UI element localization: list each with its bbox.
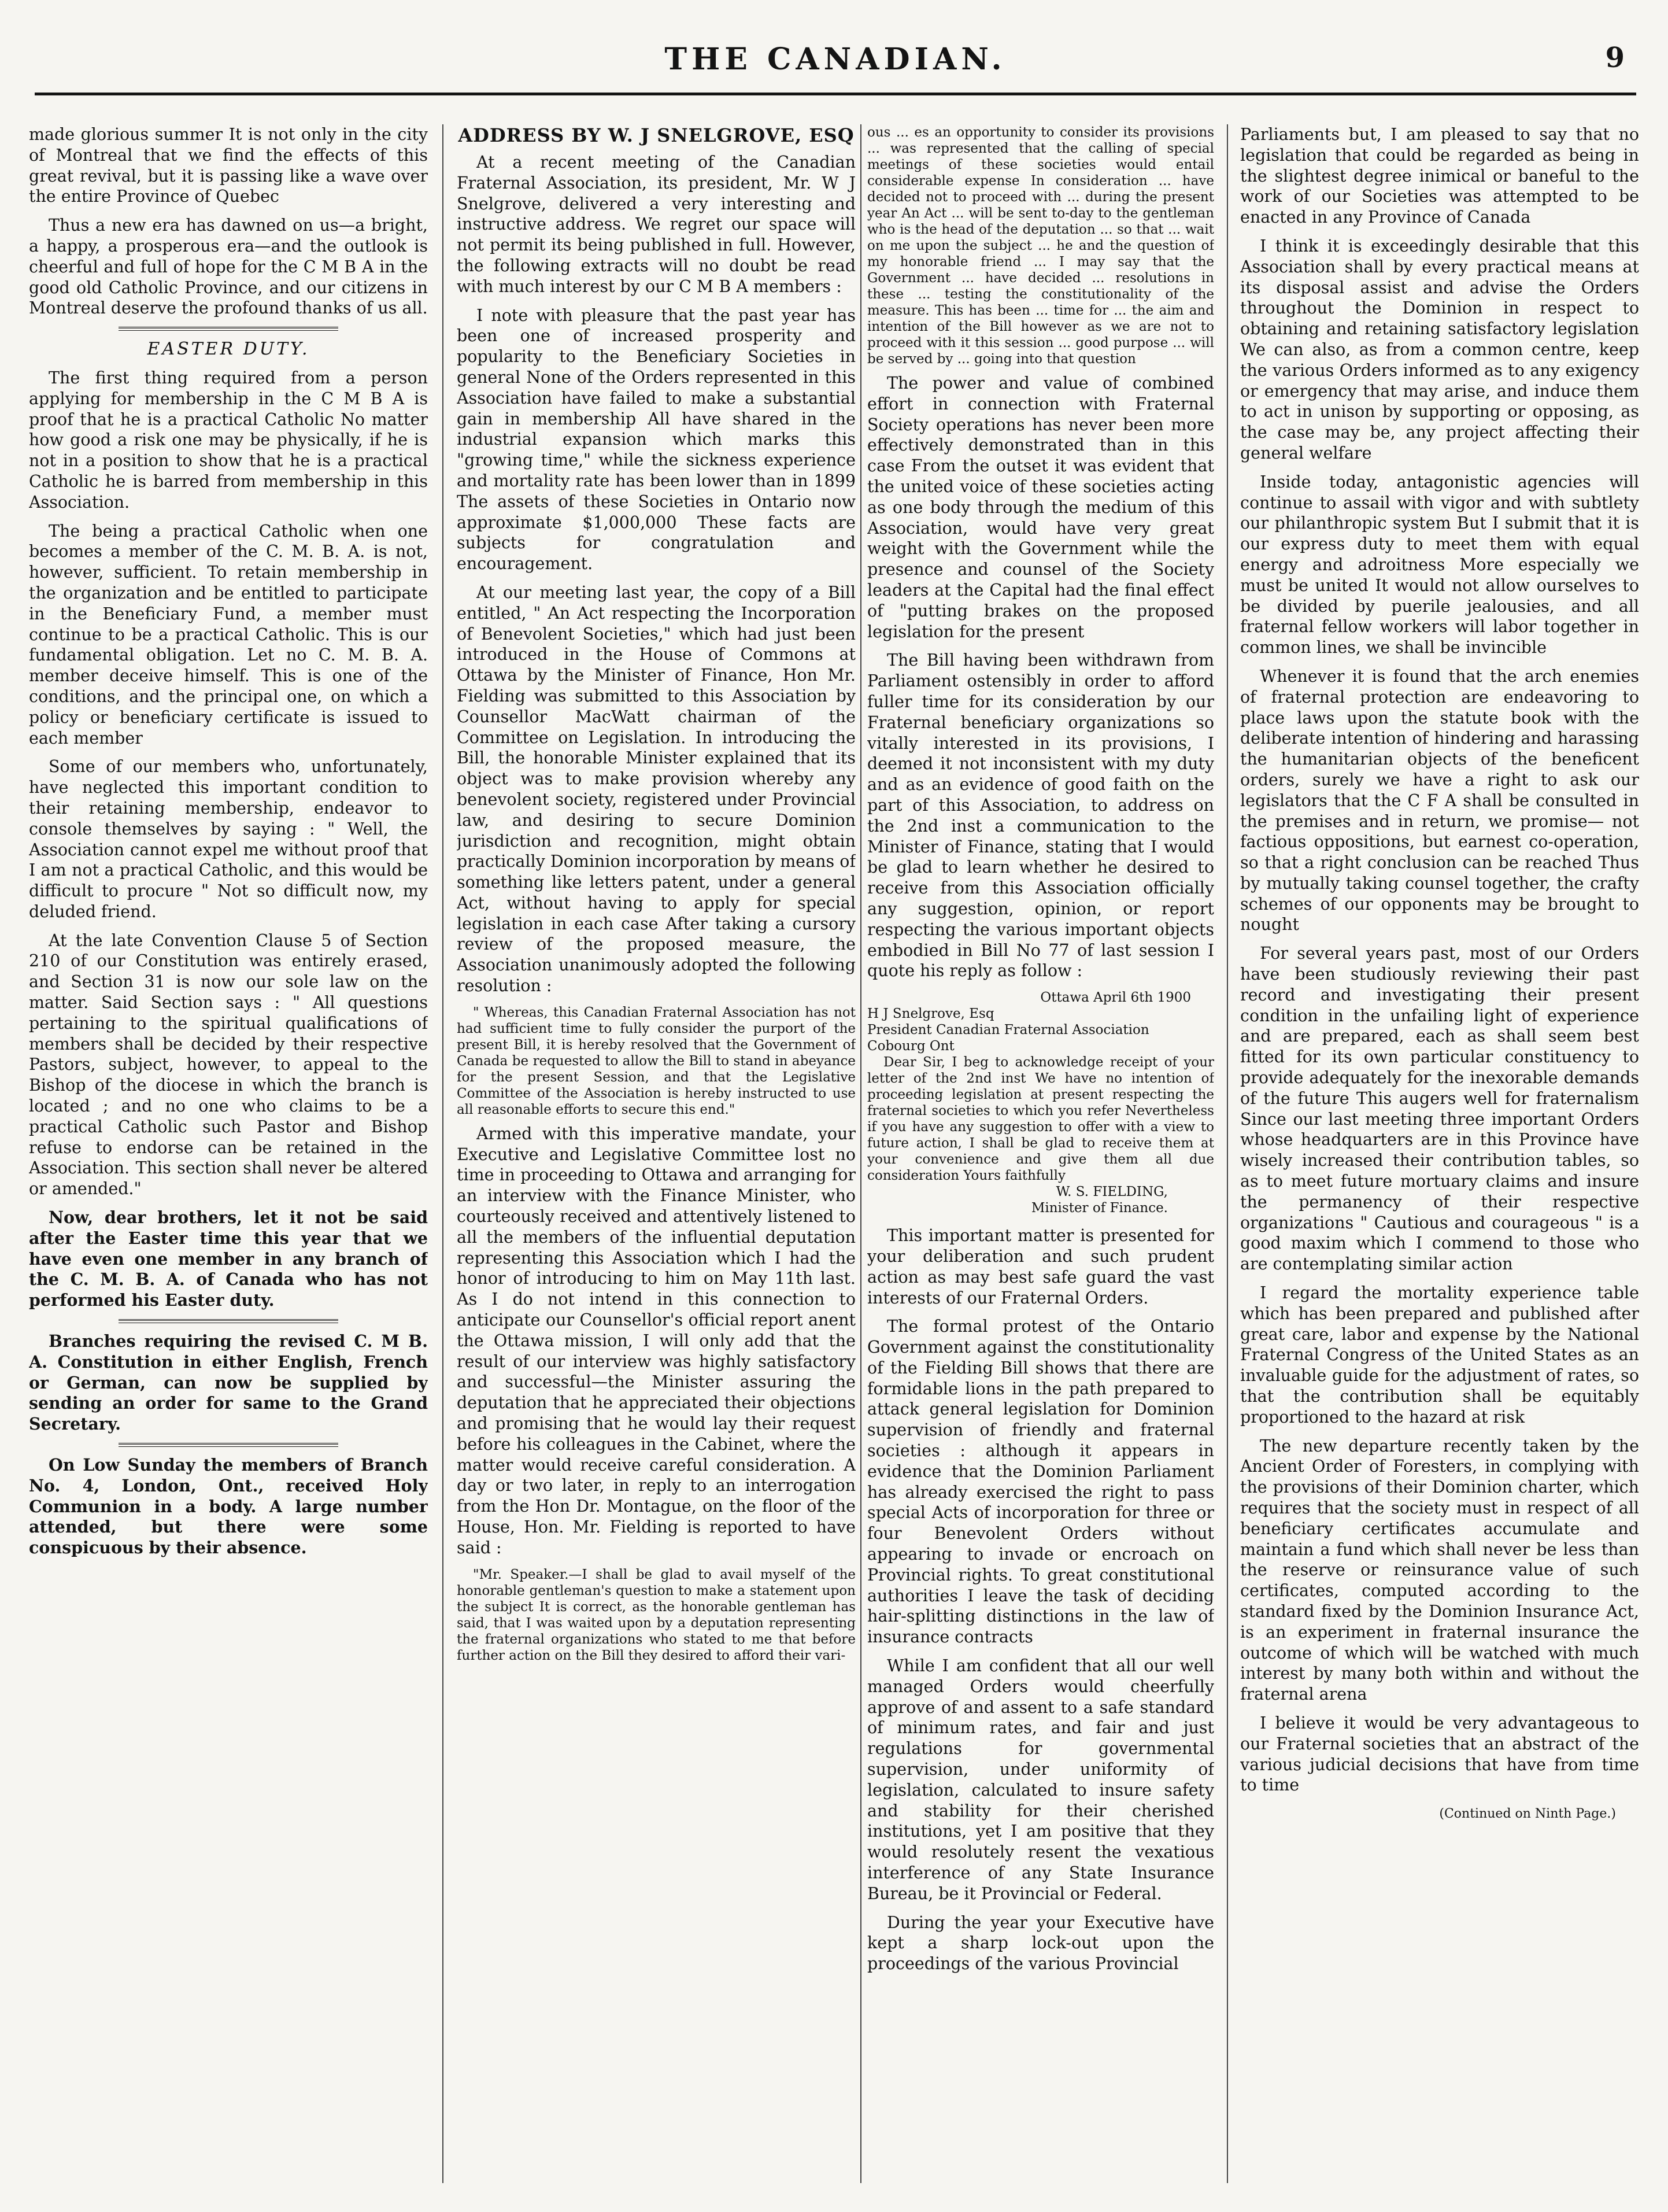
quote-text: ous ... es an opportunity to consider its provisions ... was represented that the calling of special meetings of these societies would entail considerable expense In consideration ... have decided not to proceed with ... during the present year An Act ... will be sent to-day to the gentleman who is the head of the deputation ... so that ... wait on me upon the subject ... he and the question of my honorable friend ... I may say that the Government ... have decided ... resolutions in these ... testing the constitutionality of the measure. This has been ... time for ... the aim and intention of the Bill however as we are not to proceed with it this session ... good purpose ... will be served by ... going into that question bbox=[867, 125, 1214, 367]
paragraph: While I am confident that all our well managed Orders would cheerfully approve of and assent to a safe standard of minimum rates, and fair and just regulations for governmental supervision, under uniformity of legislation, calculated to insure safety and stability for their cherished institutions, yet I am positive that they would resolutely resent the vexatious interference of any State Insurance Bureau, be it Provincial or Federal. bbox=[867, 1656, 1214, 1903]
page-number: 9 bbox=[1605, 42, 1625, 74]
paragraph: Now, dear brothers, let it not be said after the Easter time this year that we have even one member in any branch of the C. M. B. A. of Canada who has not performed his Easter duty. bbox=[29, 1207, 428, 1310]
letter-signature: W. S. FIELDING, Minister of Finance. bbox=[1031, 1184, 1168, 1216]
paragraph: Inside today, antagonistic agencies will continue to assail with vigor and with subtlety our philanthropic system But I submit that it is our express duty to meet them with equal energy and adroitness More especially we must be united It would not allow ourselves to be divided by puerile jealousies, and all fraternal fellow workers will labor together in common lines, we shall be invincible bbox=[1240, 472, 1639, 658]
letter-block bbox=[867, 989, 1214, 1216]
column-2 bbox=[457, 124, 856, 2183]
paragraph: The power and value of combined effort in connection with Fraternal Society operations has never been more effectively demonstrated than in this case From the outset it was evident that the united voice of these societies acting as one body through the medium of this Association, would have very great weight with the Government while the presence and counsel of the Society leaders at the Capital had the final effect of "putting brakes on the proposed legislation for the present bbox=[867, 374, 1214, 641]
quote-continuation bbox=[867, 124, 1214, 367]
resolution-text: " Whereas, this Canadian Fraternal Association has not had sufficient time to fully consider the purport of the present Bill, it is hereby resolved that the Government of Canada be requested to allow the Bill to stand in abeyance for the present Session, and that the Legislative Committee of the Association is hereby instructed to use all reasonable efforts to secure this end." bbox=[457, 1005, 856, 1117]
newspaper-title: THE CANADIAN. bbox=[664, 42, 1007, 77]
paragraph: The formal protest of the Ontario Government against the constitutionality of the Fielding Bill shows that there are formidable lions in the path prepared to attack general legislation for Dominion supervision of friendly and fraternal societies : although it appears in evidence that the Dominion Parliament has already exercised the right to pass special Acts of incorporation for three or four Benevolent Orders without appearing to invade or encroach on Provincial rights. To great constitutional authorities I leave the task of deciding hair-splitting distinctions in the law of insurance contracts bbox=[867, 1317, 1214, 1647]
masthead bbox=[35, 35, 1636, 98]
quote-block bbox=[457, 1567, 856, 1664]
section-separator bbox=[119, 1443, 338, 1447]
letter-dateline: Ottawa April 6th 1900 bbox=[1040, 990, 1191, 1006]
column-4 bbox=[1240, 124, 1639, 2183]
paragraph: The being a practical Catholic when one becomes a member of the C. M. B. A. is not, however, sufficient. To retain membership in the organization and be entitled to participate in the Beneficiary Fund, a member must continue to be a practical Catholic. This is our fundamental obligation. Let no C. M. B. A. member deceive himself. This is one of the conditions, and the principal one, on which a policy or beneficiary certificate is issued to each member bbox=[29, 521, 428, 748]
article-heading: ADDRESS BY W. J SNELGROVE, ESQ bbox=[458, 124, 855, 146]
paragraph: Armed with this imperative mandate, your Executive and Legislative Committee lost no time in proceeding to Ottawa and arranging for an interview with the Finance Minister, who courteously received and attentively listened to all the members of the influential deputation representing this Association which I had the honor of introducing to him on May 11th last. As I do not intend in this connection to anticipate our Counsellor's official report anent the Ottawa mission, I will only add that the result of our interview was highly satisfactory and successful—the Minister assuring the deputation that he appreciated their objections and promising that he would lay their request before his colleagues in the Cabinet, where the matter would receive careful consideration. A day or two later, in reply to an interrogation from the Hon Dr. Montague, on the floor of the House, Hon. Mr. Fielding is reported to have said : bbox=[457, 1124, 856, 1557]
paragraph: This important matter is presented for your deliberation and such prudent action as may best safe guard the vast interests of our Fraternal Orders. bbox=[867, 1226, 1214, 1308]
paragraph: Parliaments but, I am pleased to say that no legislation that could be regarded as being in the slightest degree inimical or baneful to the work of our Societies was attempted to be enacted in any Province of Canada bbox=[1240, 125, 1639, 227]
section-heading-easter-duty: EASTER DUTY. bbox=[147, 339, 310, 360]
continued-notice: (Continued on Ninth Page.) bbox=[1439, 1807, 1616, 1822]
paragraph: I regard the mortality experience table which has been prepared and published after great care, labor and expense by the National Fraternal Congress of the United States as an invaluable guide for the adjustment of rates, so that the contribution shall be equitably proportioned to the hazard at risk bbox=[1240, 1283, 1639, 1427]
resolution-block bbox=[457, 1005, 856, 1118]
paragraph: Whenever it is found that the arch enemies of fraternal protection are endeavoring to place laws upon the statute book with the deliberate intention of hindering and harassing the humanitarian objects of the beneficent orders, surely we have a right to ask our legislators that the C F A shall be consulted in the premises and in return, we promise— not factious oppositions, but earnest co-operation, so that a right conclusion can be reached Thus by mutually taking counsel together, the crafty schemes of our opponents may be brought to nought bbox=[1240, 666, 1639, 935]
column-3 bbox=[867, 124, 1214, 2183]
column-divider bbox=[442, 124, 443, 2183]
paragraph: At our meeting last year, the copy of a Bill entitled, " An Act respecting the Incorporation of Benevolent Societies," which had just been introduced in the House of Commons at Ottawa by the Minister of Finance, Hon Mr. Fielding was submitted to this Association by Counsellor MacWatt chairman of the Committee on Legislation. In introducing the Bill, the honorable Minister explained that its object was to make provision whereby any benevolent society, registered under Provincial law, and desiring to secure Dominion jurisdiction and recognition, might obtain practically Dominion incorporation by means of something like letters patent, under a general Act, without having to apply for special legislation in each case After taking a cursory review of the proposed measure, the Association unanimously adopted the following resolution : bbox=[457, 582, 856, 996]
section-separator bbox=[119, 1319, 338, 1323]
paragraph: I believe it would be very advantageous to our Fraternal societies that an abstract of the various judicial decisions that have from time to time bbox=[1240, 1713, 1639, 1795]
notice-low-sunday: On Low Sunday the members of Branch No. 4, London, Ont., received Holy Communion in a body. A large number attended, but there were some conspicuous by their absence. bbox=[29, 1455, 428, 1558]
letter-addressee: H J Snelgrove, Esq President Canadian Fraternal Association Cobourg Ont bbox=[867, 1006, 1149, 1054]
paragraph: I note with pleasure that the past year has been one of increased prosperity and popularity to the Beneficiary Societies in general None of the Orders represented in this Association have failed to make a substantial gain in membership All have shared in the industrial expansion which marks this "growing time," while the sickness experience and mortality rate has been lower than in 1899 The assets of these Societies in Ontario now approximate $1,000,000 These facts are subjects for congratulation and encouragement. bbox=[457, 305, 856, 574]
column-1 bbox=[29, 124, 428, 2183]
paragraph: During the year your Executive have kept a sharp lock-out upon the proceedings of the various Provincial bbox=[867, 1912, 1214, 1974]
paragraph: At the late Convention Clause 5 of Section 210 of our Constitution was entirely erased, and Section 31 is now our sole law on the matter. Said Section says : " All questions pertaining to the spiritual qualifications of members shall be decided by their respective Pastors, subject, however, to appeal to the Bishop of the diocese in which the branch is located ; and no one who claims to be a practical Catholic such Pastor and Bishop refuse to endorse can be retained in the Association. This section shall never be altered or amended." bbox=[29, 930, 428, 1199]
paragraph: The first thing required from a person applying for membership in the C M B A is proof that he is a practical Catholic No matter how good a risk one may be physically, if he is not in a position to show that he is a practical Catholic he is barred from membership in this Association. bbox=[29, 368, 428, 512]
paragraph: I think it is exceedingly desirable that this Association shall by every practical means at its disposal assist and advise the Orders throughout the Dominion in respect to obtaining and retaining satisfactory legislation We can also, as from a common centre, keep the various Orders informed as to any exigency or emergency that may arise, and induce them to act in unison by supporting or opposing, as the case may be, any project affecting their general welfare bbox=[1240, 236, 1639, 463]
masthead-rule bbox=[35, 93, 1636, 95]
column-divider bbox=[1227, 124, 1228, 2183]
paragraph: Some of our members who, unfortunately, have neglected this important condition to their retaining membership, endeavor to console themselves by saying : " Well, the Association cannot expel me without proof that I am not a practical Catholic, and this would be difficult to procure " Not so difficult now, my deluded friend. bbox=[29, 757, 428, 921]
letter-body: Dear Sir, I beg to acknowledge receipt of your letter of the 2nd inst We have no intention of proceeding legislation at present respecting the fraternal societies to which you refer Nevertheless if you have any suggestion to offer with a view to future action, I shall be glad to receive them at your convenience and give them all due consideration Yours faithfully bbox=[867, 1055, 1214, 1184]
paragraph: made glorious summer It is not only in the city of Montreal that we find the effects of this great revival, but it is passing like a wave over the entire Province of Quebec bbox=[29, 125, 428, 206]
paragraph: For several years past, most of our Orders have been studiously reviewing their past record and investigating their present condition in the unfailing light of experience and are prepared, each as shall seem best fitted for its own particular constituency to provide adequately for the inexorable demands of the future This augers well for fraternalism Since our last meeting three important Orders whose headquarters are in this Province have wisely increased their contribution tables, so as to meet future mortuary claims and insure the permanency of their respective organizations " Cautious and courageous " is a good maxim which I commend to those who are contemplating similar action bbox=[1240, 944, 1639, 1274]
paragraph: Thus a new era has dawned on us—a bright, a happy, a prosperous era—and the outlook is cheerful and full of hope for the C M B A in the good old Catholic Province, and our citizens in Montreal deserve the profound thanks of us all. bbox=[29, 216, 428, 318]
quote-text: "Mr. Speaker.—I shall be glad to avail myself of the honorable gentleman's question to make a statement upon the subject It is correct, as the honorable gentleman has said, that I was waited upon by a deputation representing the fraternal organizations who stated to me that before further action on the Bill they desired to afford their vari- bbox=[457, 1567, 856, 1663]
notice-constitution: Branches requiring the revised C. M B. A. Constitution in either English, French or German, can now be supplied by sending an order for same to the Grand Secretary. bbox=[29, 1331, 428, 1434]
paragraph: The new departure recently taken by the Ancient Order of Foresters, in complying with the provisions of their Dominion charter, which requires that the society must in respect of all beneficiary certificates accumulate and maintain a fund which shall never be less than the reserve or reinsurance value of such certificates, computed according to the standard fixed by the Dominion Insurance Act, is an experiment in fraternal insurance the outcome of which will be watched with much interest by many both within and without the fraternal arena bbox=[1240, 1436, 1639, 1704]
section-separator bbox=[119, 327, 338, 331]
paragraph: At a recent meeting of the Canadian Fraternal Association, its president, Mr. W J Snelgrove, delivered a very interesting and instructive address. We regret our space will not permit its being published in full. However, the following extracts will no doubt be read with much interest by our C M B A members : bbox=[457, 153, 856, 296]
paragraph: The Bill having been withdrawn from Parliament ostensibly in order to afford fuller time for its consideration by our Fraternal beneficiary organizations so vitally interested in its provisions, I deemed it not inconsistent with my duty and as an evidence of good faith on the part of this Association, to address on the 2nd inst a communication to the Minister of Finance, stating that I would be glad to learn whether he desired to receive from this Association officially any suggestion, opinion, or report respecting the various important objects embodied in Bill No 77 of last session I quote his reply as follow : bbox=[867, 651, 1214, 981]
column-divider bbox=[860, 124, 861, 2183]
